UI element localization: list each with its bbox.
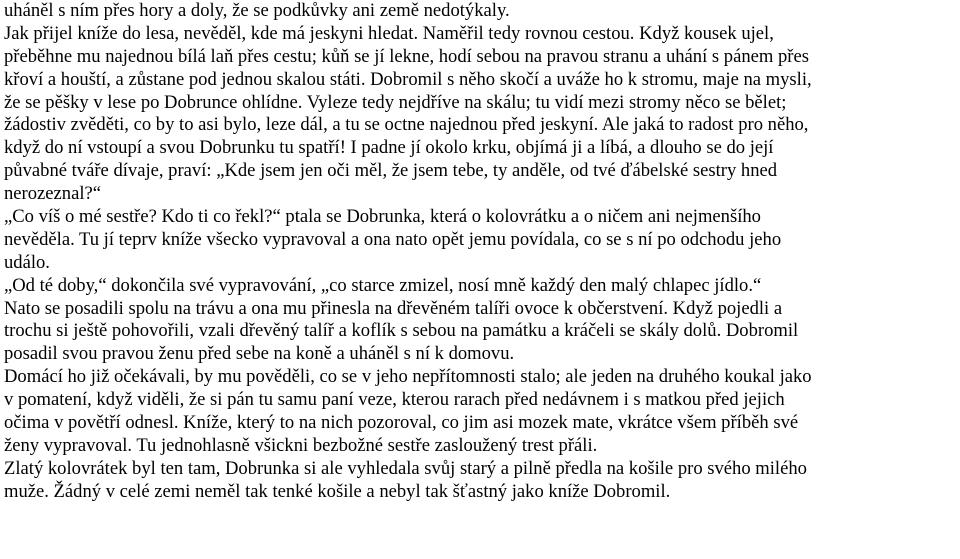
text-line: Zlatý kolovrátek byl ten tam, Dobrunka si ale vyhledala svůj starý a pilně předla na košile pro svého milého <box>4 457 807 479</box>
text-line: v pomatení, když viděli, že si pán tu samu paní veze, kterou rarach před nedávnem i s matkou před jejich <box>4 389 785 411</box>
text-line: „Co víš o mé sestře? Kdo ti co řekl?“ ptala se Dobrunka, která o kolovrátku a o ničem ani nejmenšího <box>4 206 761 228</box>
text-line: žádostiv zvěděti, co by to asi bylo, leze dál, a tu se octne najednou před jeskyní. Ale jaká to radost pro něho, <box>4 114 809 136</box>
text-line: půvabné tváře dívaje, praví: „Kde jsem jen oči měl, že jsem tebe, ty anděle, od tvé ďábelské sestry hned <box>4 160 778 182</box>
text-line: posadil svou pravou ženu před sebe na koně a uháněl s ní k domovu. <box>4 343 515 365</box>
text-line: událo. <box>4 251 50 273</box>
text-line: očima v povětří odnesl. Kníže, který to na nich pozoroval, co jim asi mozek mate, vkrátce všem příběh své <box>4 412 799 434</box>
text-line: ženy vypravoval. Tu jednohlasně všickni bezbožné sestře zasloužený trest přáli. <box>4 434 598 456</box>
text-line: Domácí ho již očekávali, by mu pověděli, co se v jeho nepřítomnosti stalo; ale jeden na druhého koukal jako <box>4 366 812 388</box>
document-page <box>4 0 959 504</box>
text-line: Nato se posadili spolu na trávu a ona mu přinesla na dřevěném talíři ovoce k občerstvení. Když pojedli a <box>4 297 783 319</box>
text-line: když do ní vstoupí a svou Dobrunku tu spatří! I padne jí okolo krku, objímá ji a líbá, a dlouho se do její <box>4 137 774 159</box>
text-line: trochu si ještě pohovořili, vzali dřevěný talíř a koflík s sebou na památku a kráčeli se skály dolů. Dobromil <box>4 320 799 342</box>
text-line: křoví a houští, a zůstane pod jednou skalou státi. Dobromil s něho skočí a uváže ho k stromu, maje na mysli, <box>4 68 812 90</box>
text-line: muže. Žádný v celé zemi neměl tak tenké košile a nebyl tak šťastný jako kníže Dobromil. <box>4 480 671 502</box>
text-line: uháněl s ním přes hory a doly, že se podkůvky ani země nedotýkaly. <box>4 0 510 21</box>
text-line: nerozeznal?“ <box>4 183 102 205</box>
text-line: „Od té doby,“ dokončila své vypravování, „co starce zmizel, nosí mně každý den malý chlapec jídlo.“ <box>4 274 762 296</box>
text-line: Jak přijel kníže do lesa, nevěděl, kde má jeskyni hledat. Naměřil tedy rovnou cestou. Když kousek ujel, <box>4 22 774 44</box>
text-line: že se pěšky v lese po Dobrunce ohlídne. Vyleze tedy nejdříve na skálu; tu vidí mezi stromy něco se bělet; <box>4 91 787 113</box>
text-line: přeběhne mu najednou bílá laň přes cestu; kůň se jí lekne, hodí sebou na pravou stranu a uhání s pánem přes <box>4 45 809 67</box>
text-line: nevěděla. Tu jí teprv kníže všecko vypravoval a ona nato opět jemu povídala, co se s ní po odchodu jeho <box>4 228 782 250</box>
